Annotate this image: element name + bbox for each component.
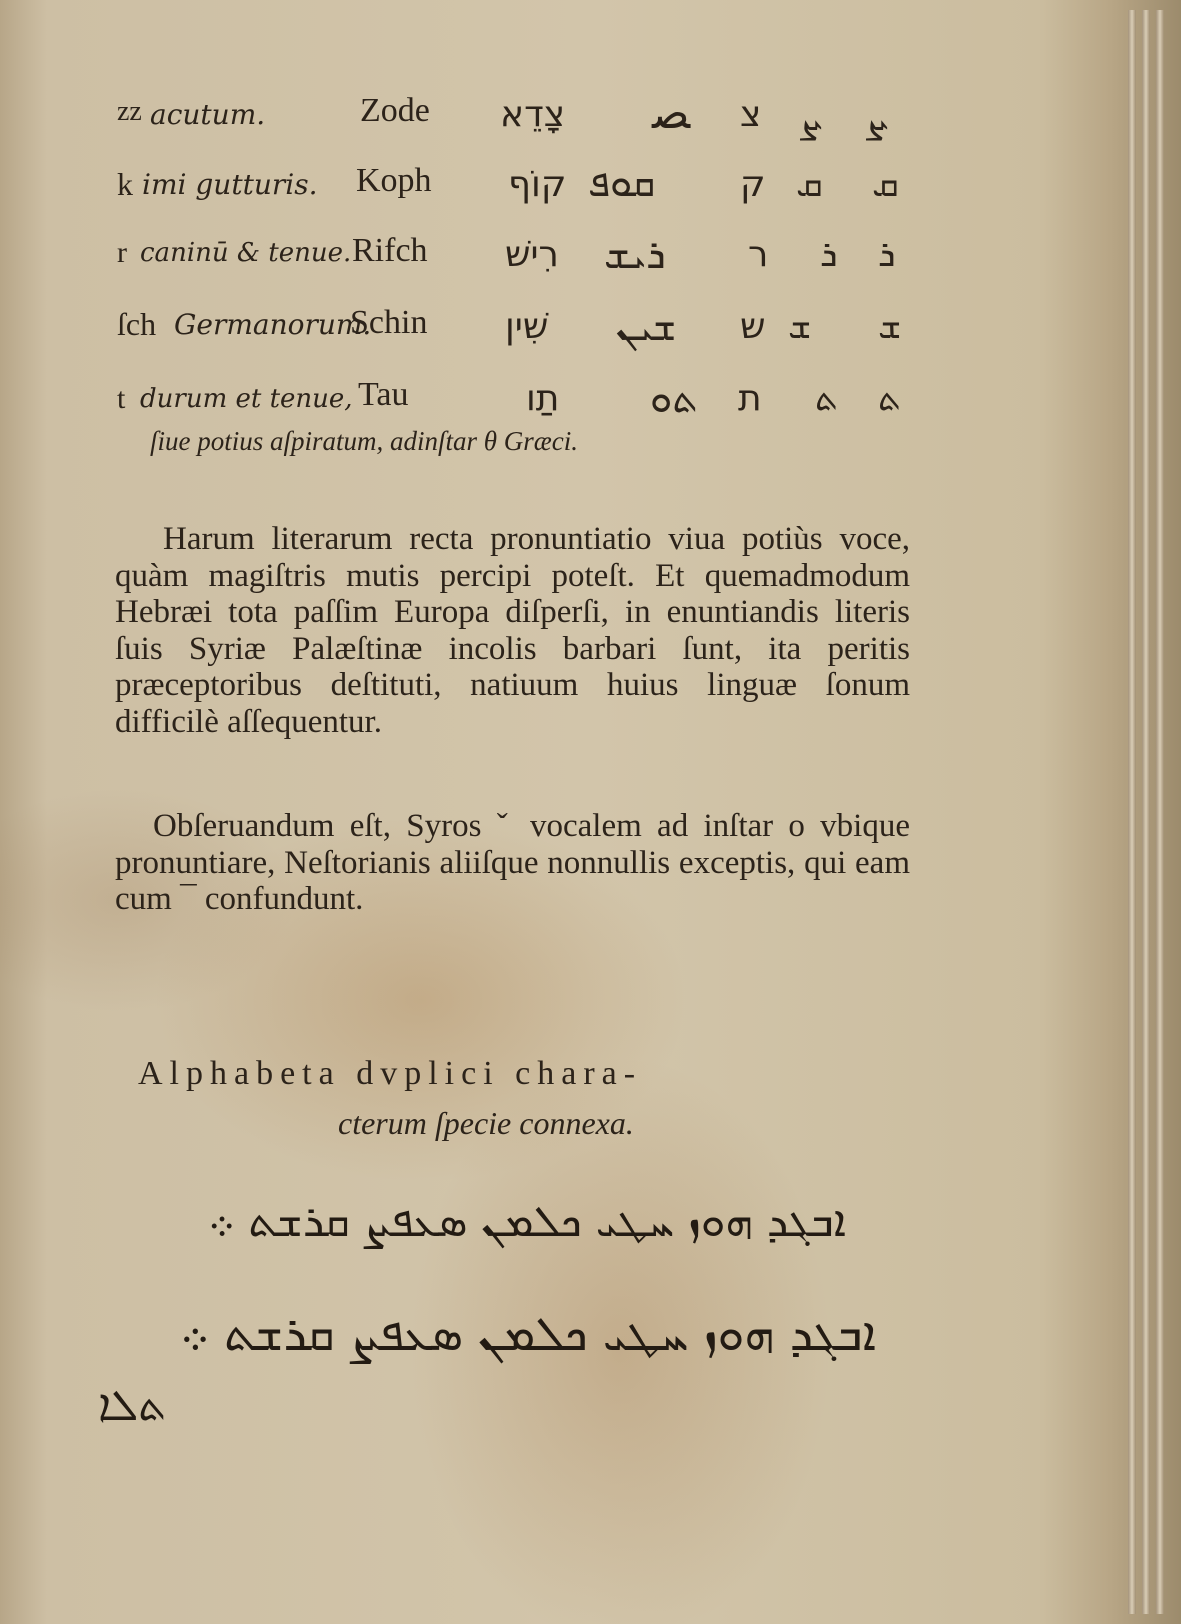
syriac-letter: ܩ [796,164,823,205]
syriac-alphabet-line: ܬܠܐ [98,1380,167,1431]
syriac-letter-final: ܪ [878,234,896,275]
vowel-paragraph: Obſeruandum eſt, Syros ˇ vocalem ad inſtar o vbique pronuntiare, Neſtorianis aliiſque nonnullis exceptis, qui eam cum ¯ confundunt. [115,808,910,917]
row-name: Schin [350,304,428,341]
syriac-letter: ܪ [820,234,838,275]
hebrew-name: תַו [526,378,560,419]
tau-note: ſiue potius aſpiratum, adinſtar θ Græci. [150,426,579,456]
row-sound: t [117,382,126,415]
row-description: imi gutturis. [142,168,318,201]
row-description: Germanorum. [174,308,372,341]
syriac-letter-final: ܫ [878,306,902,347]
row-sound: r [117,236,127,269]
syriac-name: ܬܘ [650,376,698,422]
hebrew-letter: ש [740,306,766,347]
pronunciation-paragraph: Harum literarum recta pronuntiatio viua potiùs voce, quàm magiſtris mutis percipi poteſt. Et quemadmodum Hebræi tota paſſim Europa diſperſi, in enuntiandis literis ſuis Syriæ Palæſtinæ incolis barbari ſunt, ita peritis præceptoribus deſtituti, natiuum huius linguæ ſonum difficilè aſſequentur. [115,521,910,740]
hebrew-name: שִׁין [505,306,549,347]
syriac-letter-final: ܩ [872,164,899,205]
syriac-name: ﺼ [652,88,691,139]
syriac-letter: ܨ [800,98,823,139]
row-sound: zz [117,96,142,127]
syriac-alphabet-line: ܐܒܓܕ ܗܘܙ ܚܛܝ ܟܠܡܢ ܣܥܦܨ ܩܪܫܬ ܀ [208,1196,846,1247]
row-name: Koph [356,162,432,199]
syriac-letter: ܫ [788,306,812,347]
row-name: Tau [358,376,409,413]
syriac-letter-final: ܬ [878,378,901,419]
alphabet-row [0,88,1181,152]
hebrew-name: צָדֵא [500,94,566,135]
syriac-letter-final: ܨ [866,98,889,139]
hebrew-name: רִישׁ [505,234,559,275]
syriac-name: ܩܘܦ [588,160,656,206]
hebrew-letter: צ [740,94,762,135]
row-name: Rifch [352,232,428,269]
syriac-letter: ܬ [815,378,838,419]
alphabet-row [0,162,1181,222]
hebrew-name: קוֹף [508,164,567,205]
row-sound: ſch [117,306,157,342]
alphabet-row [0,304,1181,364]
hebrew-letter: ק [740,164,766,205]
row-sound: k [117,166,133,202]
row-description: caninū & tenue. [140,238,352,268]
syriac-alphabet-line: ܐܒܓܕ ܗܘܙ ܚܛܝ ܟܠܡܢ ܣܥܦܨ ܩܪܫܬ ܀ [180,1306,876,1362]
section-subheading: cterum ſpecie connexa. [338,1105,634,1141]
hebrew-letter: ר [748,234,769,275]
hebrew-letter: ת [738,378,762,419]
row-name: Zode [360,92,430,129]
syriac-name: ܫܝܢ [616,304,677,350]
section-heading: Alphabeta dvplici chara- [138,1055,643,1092]
row-description: durum et tenue, [140,384,353,414]
row-description: acutum. [150,98,266,131]
alphabet-row [0,232,1181,292]
syriac-name: ܪܝܫ [604,232,666,278]
